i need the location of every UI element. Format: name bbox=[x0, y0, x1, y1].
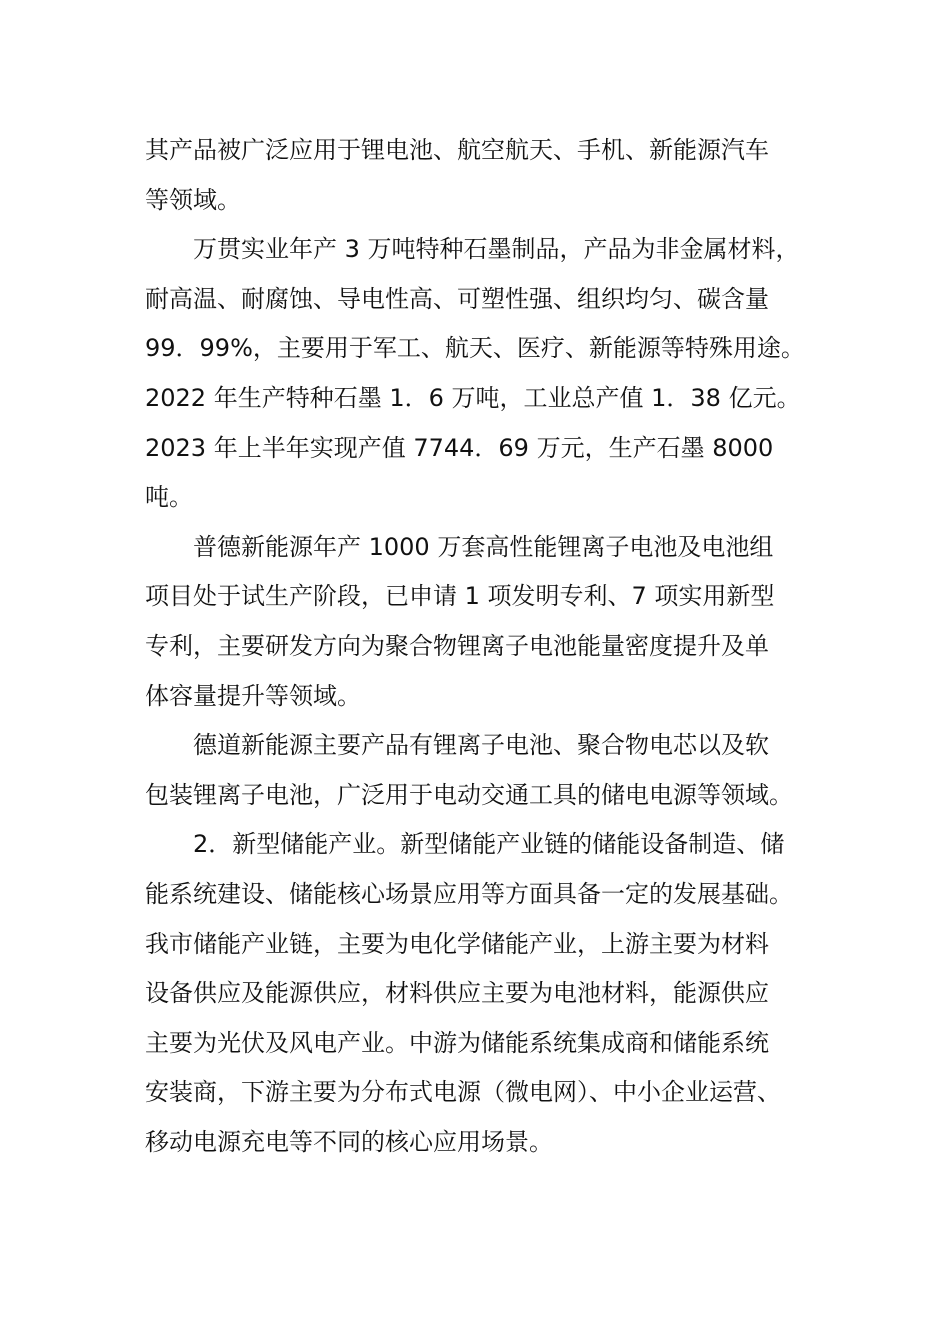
paragraph-pude bbox=[145, 523, 810, 721]
document-body bbox=[145, 126, 810, 1167]
text-line: 能系统建设、储能核心场景应用等方面具备一定的发展基础。 bbox=[145, 879, 793, 908]
paragraph-wanguan bbox=[145, 225, 810, 523]
text-line: 其产品被广泛应用于锂电池、航空航天、手机、新能源汽车 bbox=[145, 136, 769, 164]
text-line: 2．新型储能产业。新型储能产业链的储能设备制造、储 bbox=[193, 830, 785, 859]
paragraph-dedao bbox=[145, 721, 810, 820]
text-line: 吨。 bbox=[145, 483, 193, 512]
text-line: 安装商，下游主要为分布式电源（微电网）、中小企业运营、 bbox=[145, 1078, 781, 1107]
text-line: 包装锂离子电池，广泛用于电动交通工具的储电电源等领域。 bbox=[145, 780, 793, 809]
text-line: 我市储能产业链，主要为电化学储能产业，上游主要为材料 bbox=[145, 929, 769, 958]
text-line: 体容量提升等领域。 bbox=[145, 681, 361, 710]
text-line: 等领域。 bbox=[145, 185, 241, 214]
text-line: 99．99%，主要用于军工、航天、医疗、新能源等特殊用途。 bbox=[145, 334, 805, 363]
text-line: 移动电源充电等不同的核心应用场景。 bbox=[145, 1127, 553, 1156]
text-line: 德道新能源主要产品有锂离子电池、聚合物电芯以及软 bbox=[193, 731, 769, 760]
paragraph-energy-storage bbox=[145, 820, 810, 1167]
text-line: 主要为光伏及风电产业。中游为储能系统集成商和储能系统 bbox=[145, 1028, 769, 1057]
text-line: 专利，主要研发方向为聚合物锂离子电池能量密度提升及单 bbox=[145, 631, 769, 660]
text-line: 2023 年上半年实现产值 7744．69 万元，生产石墨 8000 bbox=[145, 433, 774, 462]
text-line: 设备供应及能源供应，材料供应主要为电池材料，能源供应 bbox=[145, 979, 769, 1008]
text-line: 普德新能源年产 1000 万套高性能锂离子电池及电池组 bbox=[193, 532, 774, 561]
paragraph-product-applications bbox=[145, 126, 810, 225]
text-line: 项目处于试生产阶段，已申请 1 项发明专利、7 项实用新型 bbox=[145, 582, 775, 611]
text-line: 2022 年生产特种石墨 1．6 万吨，工业总产值 1．38 亿元。 bbox=[145, 383, 801, 412]
text-line: 万贯实业年产 3 万吨特种石墨制品，产品为非金属材料， bbox=[193, 235, 800, 264]
text-line: 耐高温、耐腐蚀、导电性高、可塑性强、组织均匀、碳含量 bbox=[145, 284, 769, 313]
